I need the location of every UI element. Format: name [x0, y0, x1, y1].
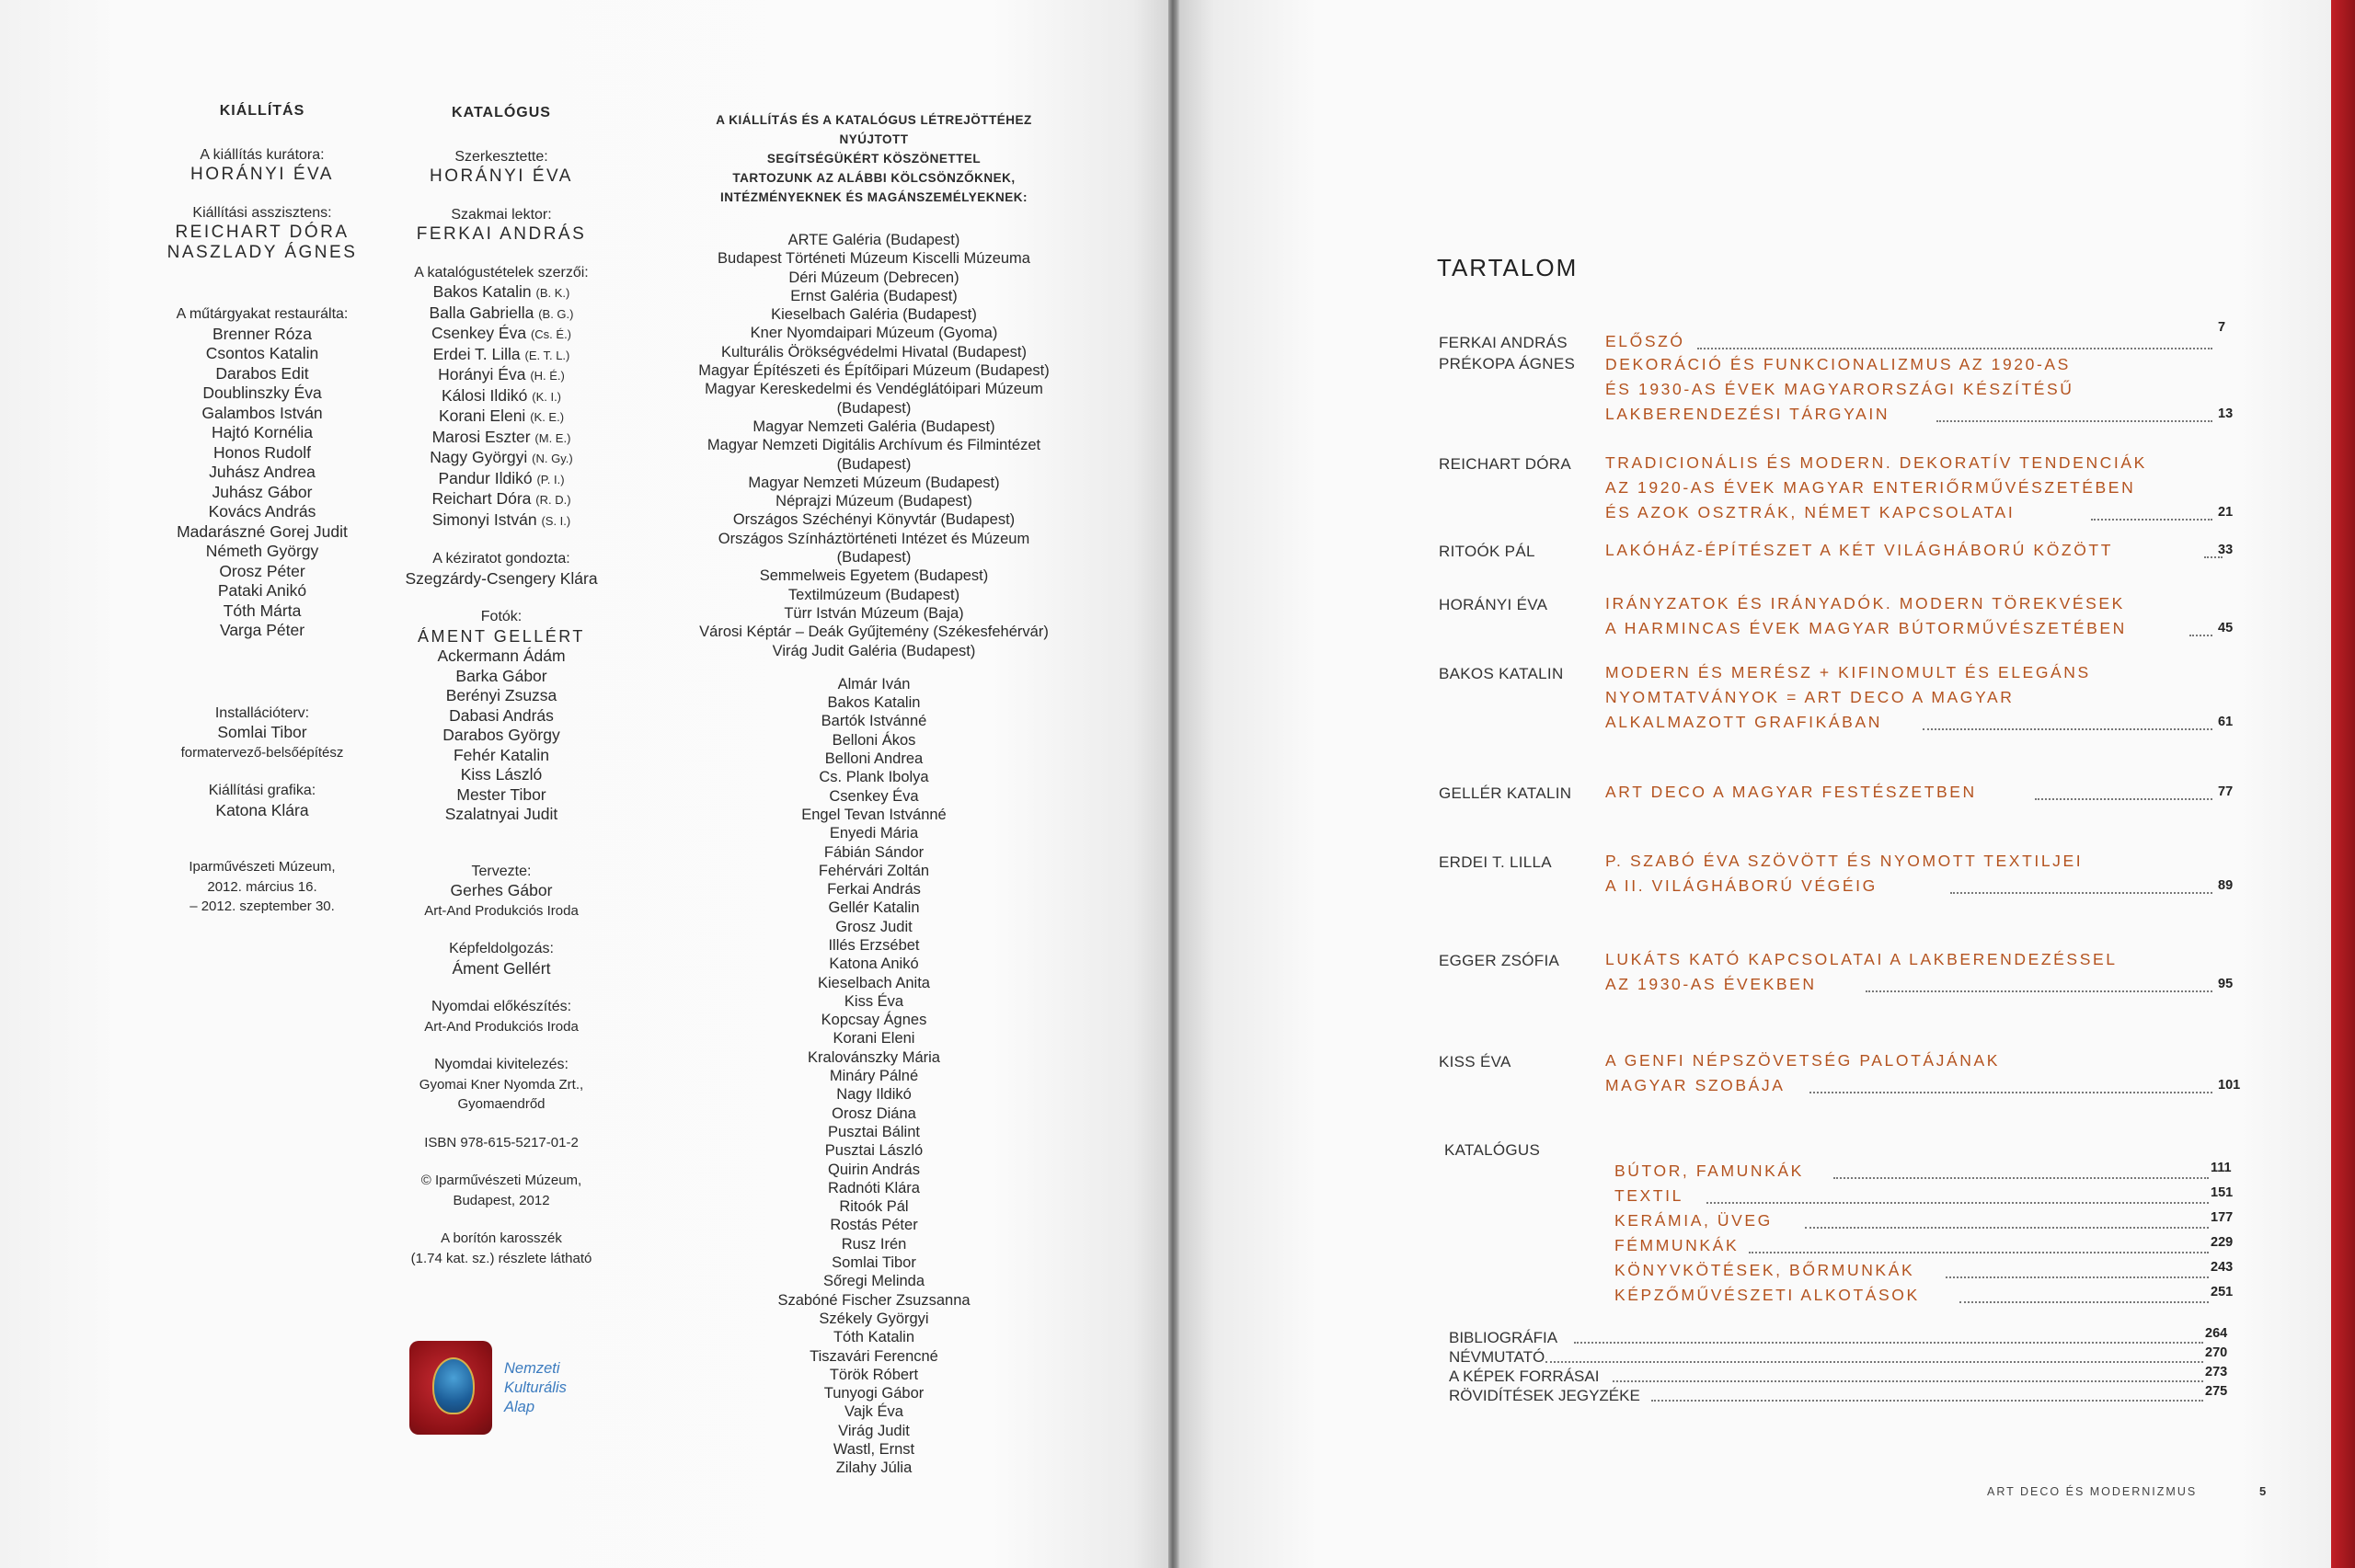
- restorer-name: Németh György: [205, 542, 319, 560]
- photographer-name: Kiss László: [460, 765, 543, 784]
- institution-name: Városi Képtár – Deák Gyűjtemény (Székesfehérvár): [699, 624, 1049, 641]
- institution-name: ARTE Galéria (Budapest): [787, 232, 960, 248]
- author-name: Horányi Éva: [438, 365, 531, 383]
- institution-name: Semmelweis Egyetem (Budapest): [759, 567, 989, 585]
- toc-leader-line: [1833, 1177, 2210, 1179]
- catalog-section-title: TEXTIL: [1614, 1186, 1683, 1205]
- toc-page-number: 270: [2205, 1345, 2228, 1360]
- toc-leader-line: [1651, 1400, 2203, 1402]
- people-list: [681, 675, 1067, 1478]
- curator-label: A kiállítás kurátora:: [200, 146, 325, 163]
- toc-leader-line: [1697, 348, 2212, 349]
- toc-entry-title: LAKÓHÁZ-ÉPÍTÉSZET A KÉT VILÁGHÁBORÚ KÖZÖTT: [1605, 541, 2113, 559]
- acknowledgements-heading-line: TARTOZUNK AZ ALÁBBI KÖLCSÖNZŐKNEK,: [732, 171, 1016, 185]
- restorer-name: Juhász Andrea: [209, 463, 316, 481]
- toc-entry-title: MAGYAR SZOBÁJA: [1605, 1076, 1786, 1094]
- authors-label: A katalógustételek szerzői:: [414, 264, 589, 280]
- restorer-name: Brenner Róza: [213, 324, 312, 343]
- toc-page-number: 229: [2211, 1235, 2234, 1250]
- lector-name: FERKAI ANDRÁS: [416, 224, 587, 244]
- toc-entry-title: IRÁNYZATOK ÉS IRÁNYADÓK. MODERN TÖREKVÉSEK: [1605, 594, 2125, 612]
- toc-entry-title: ELŐSZÓ: [1605, 332, 1685, 350]
- exhibition-credits: [129, 101, 396, 917]
- page-number: 5: [2259, 1484, 2267, 1498]
- person-name: Rusz Irén: [841, 1235, 907, 1253]
- author-name: Korani Eleni: [438, 406, 531, 425]
- person-name: Korani Eleni: [833, 1030, 915, 1047]
- person-name: Tóth Katalin: [833, 1329, 915, 1346]
- institution-name: Textilmúzeum (Budapest): [787, 586, 960, 603]
- editor-name: HORÁNYI ÉVA: [430, 166, 573, 186]
- author-entry: [359, 345, 644, 366]
- institution-name: Kulturális Örökségvédelmi Hivatal (Budapest): [721, 343, 1027, 361]
- author-name: Erdei T. Lilla: [432, 344, 525, 363]
- toc-page-number: 251: [2211, 1285, 2234, 1299]
- author-entry: [359, 406, 644, 428]
- institution-name: Kner Nyomdaipari Múzeum (Gyoma): [750, 325, 998, 342]
- person-name: Virág Judit: [838, 1422, 910, 1439]
- toc-entry-title: ART DECO A MAGYAR FESTÉSZETBEN: [1605, 783, 1977, 801]
- running-title: ART DECO ÉS MODERNIZMUS: [1987, 1485, 2198, 1498]
- venue-line: – 2012. szeptember 30.: [190, 898, 335, 914]
- coat-of-arms-icon: [432, 1357, 475, 1414]
- prepress-name: Art-And Produkciós Iroda: [424, 1018, 579, 1035]
- restorer-name: Pataki Anikó: [217, 581, 307, 600]
- author-name: Csenkey Éva: [431, 324, 531, 342]
- imaging-label: Képfeldolgozás:: [449, 941, 554, 956]
- author-abbr: (Cs. É.): [530, 327, 572, 341]
- person-name: Pusztai Bálint: [828, 1123, 920, 1140]
- lector-label: Szakmai lektor:: [451, 206, 552, 223]
- toc-leader-line: [1613, 1380, 2203, 1382]
- person-name: Radnóti Klára: [828, 1179, 920, 1196]
- cover-note: A borítón karosszék: [441, 1230, 562, 1246]
- toc-entry-title: P. SZABÓ ÉVA SZÖVÖTT ÉS NYOMOTT TEXTILJEI: [1605, 852, 2084, 870]
- toc-author: ERDEI T. LILLA: [1439, 853, 1552, 871]
- curator-name: HORÁNYI ÉVA: [190, 165, 334, 184]
- toc-leader-line: [1706, 1202, 2209, 1204]
- person-name: Kiss Éva: [844, 992, 904, 1010]
- person-name: Kieselbach Anita: [817, 974, 930, 991]
- restorer-name: Orosz Péter: [219, 561, 305, 580]
- catalog-label: KATALÓGUS: [1444, 1141, 1541, 1159]
- toc-page-number: 33: [2218, 543, 2234, 557]
- appendix-title: RÖVIDÍTÉSEK JEGYZÉKE: [1449, 1387, 1640, 1404]
- toc-entry-title: NYOMTATVÁNYOK = ART DECO A MAGYAR: [1605, 688, 2015, 706]
- manuscript-label: A kéziratot gondozta:: [432, 551, 570, 567]
- author-entry: [359, 303, 644, 325]
- catalog-section-title: FÉMMUNKÁK: [1614, 1236, 1740, 1254]
- toc-author: BAKOS KATALIN: [1439, 665, 1564, 682]
- toc-leader-line: [2035, 798, 2212, 800]
- person-name: Illés Erzsébet: [828, 936, 920, 954]
- author-name: Nagy Györgyi: [430, 448, 533, 466]
- author-entry: [359, 365, 644, 386]
- toc-leader-line: [1959, 1301, 2209, 1303]
- toc-page-number: 101: [2218, 1078, 2241, 1093]
- installation-role: formatervező-belsőépítész: [180, 744, 344, 761]
- restorer-name: Galambos István: [201, 403, 323, 422]
- photographer-name: Fehér Katalin: [453, 745, 550, 764]
- person-name: Belloni Ákos: [832, 731, 916, 749]
- toc-page-number: 243: [2211, 1260, 2234, 1275]
- person-name: Zilahy Júlia: [835, 1459, 913, 1477]
- institution-name: Kieselbach Galéria (Budapest): [771, 306, 977, 324]
- nka-logo: [409, 1341, 492, 1435]
- toc-page-number: 45: [2218, 621, 2234, 635]
- book-gutter: [1168, 0, 1179, 1568]
- toc-entry-title: DEKORÁCIÓ ÉS FUNKCIONALIZMUS AZ 1920-AS: [1605, 355, 2071, 373]
- toc-leader-line: [1749, 1252, 2209, 1253]
- institution-name: Budapest Történeti Múzeum Kiscelli Múzeuma: [718, 250, 1030, 268]
- author-abbr: (N. Gy.): [532, 452, 573, 465]
- exhibition-heading: KIÁLLÍTÁS: [219, 103, 305, 119]
- author-entry: [359, 448, 644, 469]
- restorer-name: Csontos Katalin: [205, 344, 319, 362]
- person-name: Engel Tevan Istvánné: [801, 806, 947, 823]
- institution-name: (Budapest): [836, 455, 912, 473]
- toc-entry-title: A II. VILÁGHÁBORÚ VÉGÉIG: [1605, 876, 1878, 895]
- toc-leader-line: [1923, 728, 2212, 730]
- acknowledgements-heading: [681, 110, 1067, 207]
- institution-name: Néprajzi Múzeum (Budapest): [775, 493, 972, 510]
- toc-page-number: 151: [2211, 1185, 2234, 1200]
- toc-entry-title: ALKALMAZOTT GRAFIKÁBAN: [1605, 713, 1882, 731]
- toc-leader-line: [1805, 1227, 2209, 1229]
- person-name: Grosz Judit: [835, 918, 913, 935]
- copyright-line: © Iparművészeti Múzeum,: [420, 1173, 582, 1188]
- toc-leader-line: [1950, 892, 2212, 894]
- copyright-line: Budapest, 2012: [453, 1192, 550, 1208]
- person-name: Vajk Éva: [844, 1403, 903, 1421]
- toc-page-number: 89: [2218, 878, 2234, 893]
- author-entry: [359, 428, 644, 449]
- catalogue-heading: KATALÓGUS: [452, 105, 551, 120]
- photographer-name: Ackermann Ádám: [437, 647, 566, 665]
- venue-line: Iparművészeti Múzeum,: [189, 859, 336, 875]
- photos-list: [359, 647, 644, 825]
- author-name: Bakos Katalin: [432, 282, 536, 301]
- institution-name: Magyar Nemzeti Múzeum (Budapest): [748, 474, 1000, 491]
- restorer-name: Hajtó Kornélia: [212, 423, 313, 441]
- person-name: Fábián Sándor: [823, 843, 925, 861]
- toc-entry-title: AZ 1920-AS ÉVEK MAGYAR ENTERIŐRMŰVÉSZETÉBEN: [1605, 478, 2136, 497]
- author-entry: [359, 386, 644, 407]
- graphics-label: Kiállítási grafika:: [208, 783, 316, 798]
- toc-author: PRÉKOPA ÁGNES: [1439, 355, 1576, 372]
- assistant-name: REICHART DÓRA: [175, 223, 350, 242]
- institution-name: Magyar Nemzeti Galéria (Budapest): [752, 418, 995, 435]
- person-name: Bartók Istvánné: [821, 713, 927, 730]
- design-line: Gerhes Gábor: [450, 881, 553, 899]
- photos-lead: ÁMENT GELLÉRT: [418, 626, 585, 646]
- catalog-section-title: BÚTOR, FAMUNKÁK: [1614, 1162, 1804, 1180]
- toc-leader-line: [1809, 1092, 2212, 1093]
- toc-author: GELLÉR KATALIN: [1439, 784, 1572, 802]
- institution-name: Magyar Kereskedelmi és Vendéglátóipari Múzeum: [705, 381, 1043, 398]
- person-name: Bakos Katalin: [827, 694, 921, 712]
- toc-author: EGGER ZSÓFIA: [1439, 952, 1560, 969]
- acknowledgements: [681, 110, 1067, 1478]
- toc-leader-line: [2091, 519, 2212, 521]
- author-abbr: (R. D.): [535, 493, 571, 507]
- person-name: Ritoók Pál: [839, 1198, 909, 1216]
- person-name: Rostás Péter: [830, 1217, 918, 1234]
- design-label: Tervezte:: [471, 863, 532, 879]
- author-entry: [359, 324, 644, 345]
- photographer-name: Dabasi András: [449, 705, 554, 725]
- prepress-label: Nyomdai előkészítés:: [431, 999, 572, 1014]
- restorer-name: Tóth Márta: [223, 601, 302, 620]
- appendix-title: BIBLIOGRÁFIA: [1449, 1329, 1558, 1346]
- toc-entry-title: ÉS AZOK OSZTRÁK, NÉMET KAPCSOLATAI: [1605, 503, 2016, 521]
- author-abbr: (M. E.): [534, 430, 571, 445]
- institution-name: Magyar Építészeti és Építőipari Múzeum (Budapest): [698, 362, 1050, 380]
- author-entry: [359, 510, 644, 532]
- assistants-label: Kiállítási asszisztens:: [192, 204, 332, 221]
- toc-author: KISS ÉVA: [1439, 1053, 1511, 1070]
- installation-label: Installációterv:: [214, 704, 310, 721]
- left-page: [0, 0, 1168, 1568]
- graphics-name: Katona Klára: [215, 800, 309, 819]
- person-name: Ferkai András: [827, 881, 921, 898]
- author-entry: [359, 469, 644, 490]
- logo-text-line: Nemzeti: [504, 1360, 560, 1377]
- photographer-name: Barka Gábor: [455, 666, 547, 685]
- author-name: Kálosi Ildikó: [441, 385, 533, 405]
- acknowledgements-heading-line: A KIÁLLÍTÁS ÉS A KATALÓGUS LÉTREJÖTTÉHEZ NYÚJTOTT: [716, 113, 1032, 146]
- toc-entry-title: LUKÁTS KATÓ KAPCSOLATAI A LAKBERENDEZÉSSEL: [1605, 950, 2118, 968]
- person-name: Tiszavári Ferencné: [810, 1347, 938, 1365]
- person-name: Török Róbert: [829, 1366, 919, 1383]
- toc-page-number: 95: [2218, 977, 2234, 991]
- person-name: Sőregi Melinda: [822, 1273, 925, 1290]
- toc-leader-line: [2189, 635, 2212, 636]
- author-abbr: (H. É.): [530, 369, 565, 383]
- toc-page-number: 273: [2205, 1365, 2228, 1379]
- author-abbr: (S. I.): [541, 513, 571, 528]
- catalog-section-title: KERÁMIA, ÜVEG: [1614, 1211, 1773, 1230]
- print-line: Gyomai Kner Nyomda Zrt.,: [419, 1076, 584, 1093]
- toc-leader-line: [1545, 1361, 2204, 1363]
- photographer-name: Szalatnyai Judit: [444, 805, 558, 823]
- toc-leader-line: [1574, 1342, 2203, 1344]
- toc-entry-title: LAKBERENDEZÉSI TÁRGYAIN: [1605, 405, 1890, 423]
- appendix-title: NÉVMUTATÓ: [1449, 1348, 1545, 1366]
- author-abbr: (P. I.): [536, 472, 565, 486]
- institution-name: Türr István Múzeum (Baja): [784, 604, 964, 622]
- toc-title: TARTALOM: [1437, 254, 1579, 281]
- cover-edge: [2331, 0, 2355, 1568]
- person-name: Belloni Andrea: [824, 750, 924, 768]
- toc-page-number: 13: [2218, 406, 2234, 421]
- person-name: Nagy Ildikó: [836, 1086, 912, 1104]
- restorer-name: Honos Rudolf: [213, 442, 312, 462]
- toc-entry-title: MODERN ÉS MERÉSZ + KIFINOMULT ÉS ELEGÁNS: [1605, 663, 2091, 681]
- person-name: Cs. Plank Ibolya: [819, 769, 929, 786]
- institution-name: (Budapest): [836, 549, 912, 567]
- author-name: Reichart Dóra: [431, 489, 536, 508]
- photographer-name: Darabos György: [442, 726, 560, 744]
- author-abbr: (B. K.): [535, 286, 570, 300]
- person-name: Székely Györgyi: [819, 1310, 929, 1327]
- toc-page-number: 21: [2218, 505, 2234, 520]
- toc-page-number: 264: [2205, 1326, 2228, 1341]
- institution-name: Magyar Nemzeti Digitális Archívum és Filmintézet: [706, 437, 1041, 454]
- toc-entry-title: A GENFI NÉPSZÖVETSÉG PALOTÁJÁNAK: [1605, 1051, 2001, 1070]
- person-name: Katona Anikó: [829, 956, 919, 973]
- author-entry: [359, 282, 644, 303]
- catalogue-credits: [359, 103, 644, 1268]
- restorer-name: Darabos Edit: [215, 363, 309, 383]
- toc-page-number: 275: [2205, 1384, 2228, 1399]
- person-name: Enyedi Mária: [829, 825, 919, 842]
- toc-leader-line: [1946, 1276, 2209, 1278]
- toc-author: REICHART DÓRA: [1439, 455, 1572, 473]
- person-name: Wastl, Ernst: [833, 1441, 915, 1458]
- photographer-name: Berényi Zsuzsa: [445, 686, 557, 704]
- manuscript-name: Szegzárdy-Csengery Klára: [405, 568, 598, 588]
- appendix-title: A KÉPEK FORRÁSAI: [1449, 1368, 1600, 1385]
- toc-author: RITOÓK PÁL: [1439, 543, 1535, 560]
- catalog-section-title: KÉPZŐMŰVÉSZETI ALKOTÁSOK: [1614, 1286, 1920, 1304]
- print-line: Gyomaendrőd: [457, 1096, 546, 1112]
- acknowledgements-heading-line: INTÉZMÉNYEKNEK ÉS MAGÁNSZEMÉLYEKNEK:: [719, 190, 1028, 204]
- person-name: Szabóné Fischer Zsuzsanna: [777, 1291, 971, 1309]
- toc-leader-line: [1866, 990, 2212, 992]
- nka-logo-text: [504, 1359, 567, 1417]
- toc-author: FERKAI ANDRÁS: [1439, 334, 1568, 351]
- institution-name: Ernst Galéria (Budapest): [790, 287, 958, 304]
- person-name: Mináry Pálné: [829, 1068, 919, 1085]
- toc-leader-line: [1936, 420, 2212, 422]
- restorer-name: Kovács András: [208, 502, 316, 521]
- toc-entry-title: A HARMINCAS ÉVEK MAGYAR BÚTORMŰVÉSZETÉBEN: [1605, 619, 2127, 637]
- author-abbr: (K. E.): [530, 410, 565, 424]
- person-name: Tunyogi Gábor: [823, 1385, 925, 1402]
- person-name: Almár Iván: [837, 675, 911, 692]
- toc-page-number: 111: [2211, 1161, 2232, 1175]
- toc-entry-title: TRADICIONÁLIS ÉS MODERN. DEKORATÍV TENDENCIÁK: [1605, 453, 2147, 472]
- author-abbr: (K. I.): [532, 389, 562, 404]
- photos-label: Fotók:: [480, 609, 523, 624]
- restorer-name: Varga Péter: [219, 621, 305, 639]
- institution-name: Országos Színháztörténeti Intézet és Múzeum: [718, 530, 1030, 547]
- author-name: Marosi Eszter: [431, 427, 535, 446]
- institution-name: (Budapest): [836, 399, 912, 417]
- restorer-name: Madarászné Gorej Judit: [177, 521, 348, 541]
- restorers-list: [129, 325, 396, 641]
- restorers-label: A műtárgyakat restaurálta:: [176, 306, 349, 322]
- print-label: Nyomdai kivitelezés:: [434, 1057, 569, 1072]
- person-name: Kopcsay Ágnes: [821, 1012, 927, 1029]
- person-name: Somlai Tibor: [832, 1254, 916, 1272]
- restorer-name: Doublinszky Éva: [202, 383, 322, 402]
- catalog-section-title: KÖNYVKÖTÉSEK, BŐRMUNKÁK: [1614, 1261, 1915, 1279]
- toc-page-number: 61: [2218, 715, 2234, 729]
- isbn: ISBN 978-615-5217-01-2: [424, 1134, 579, 1150]
- acknowledgements-heading-line: SEGÍTSÉGÜKÉRT KÖSZÖNETTEL: [766, 152, 982, 166]
- person-name: Quirin András: [828, 1161, 920, 1178]
- person-name: Orosz Diána: [832, 1104, 916, 1122]
- person-name: Gellér Katalin: [828, 899, 920, 917]
- toc-page-number: 7: [2218, 320, 2226, 335]
- toc-page-number: 177: [2211, 1210, 2234, 1225]
- imaging-name: Áment Gellért: [452, 958, 551, 978]
- author-name: Balla Gabriella: [429, 303, 539, 322]
- toc-page-number: 77: [2218, 784, 2234, 799]
- person-name: Kralovánszky Mária: [808, 1048, 940, 1066]
- author-abbr: (B. G.): [538, 306, 574, 321]
- authors-list: [359, 282, 644, 531]
- author-name: Simonyi István: [431, 509, 542, 529]
- toc-entry-title: AZ 1930-AS ÉVEKBEN: [1605, 975, 1817, 993]
- author-entry: [359, 489, 644, 510]
- logo-text-line: Kulturális: [504, 1379, 567, 1396]
- cover-note: (1.74 kat. sz.) részlete látható: [410, 1250, 592, 1266]
- installation-name: Somlai Tibor: [217, 723, 307, 741]
- assistant-name: NASZLADY ÁGNES: [167, 242, 358, 262]
- photographer-name: Mester Tibor: [456, 784, 546, 804]
- logo-text-line: Alap: [504, 1399, 535, 1415]
- toc-entry-title: ÉS 1930-AS ÉVEK MAGYARORSZÁGI KÉSZÍTÉSŰ: [1605, 380, 2074, 398]
- person-name: Csenkey Éva: [829, 787, 919, 805]
- author-name: Pandur Ildikó: [438, 468, 537, 487]
- person-name: Fehérvári Zoltán: [818, 862, 930, 879]
- author-abbr: (E. T. L.): [524, 348, 570, 362]
- institution-name: Országos Széchényi Könyvtár (Budapest): [732, 511, 1016, 529]
- design-line: Art-And Produkciós Iroda: [424, 902, 579, 919]
- venue-line: 2012. március 16.: [207, 878, 317, 895]
- editor-label: Szerkesztette:: [454, 148, 548, 165]
- institution-name: Virág Judit Galéria (Budapest): [772, 642, 976, 659]
- restorer-name: Juhász Gábor: [212, 482, 313, 501]
- institutions-list: [681, 231, 1067, 660]
- toc-author: HORÁNYI ÉVA: [1439, 596, 1548, 613]
- institution-name: Déri Múzeum (Debrecen): [788, 269, 959, 286]
- person-name: Pusztai László: [824, 1142, 924, 1160]
